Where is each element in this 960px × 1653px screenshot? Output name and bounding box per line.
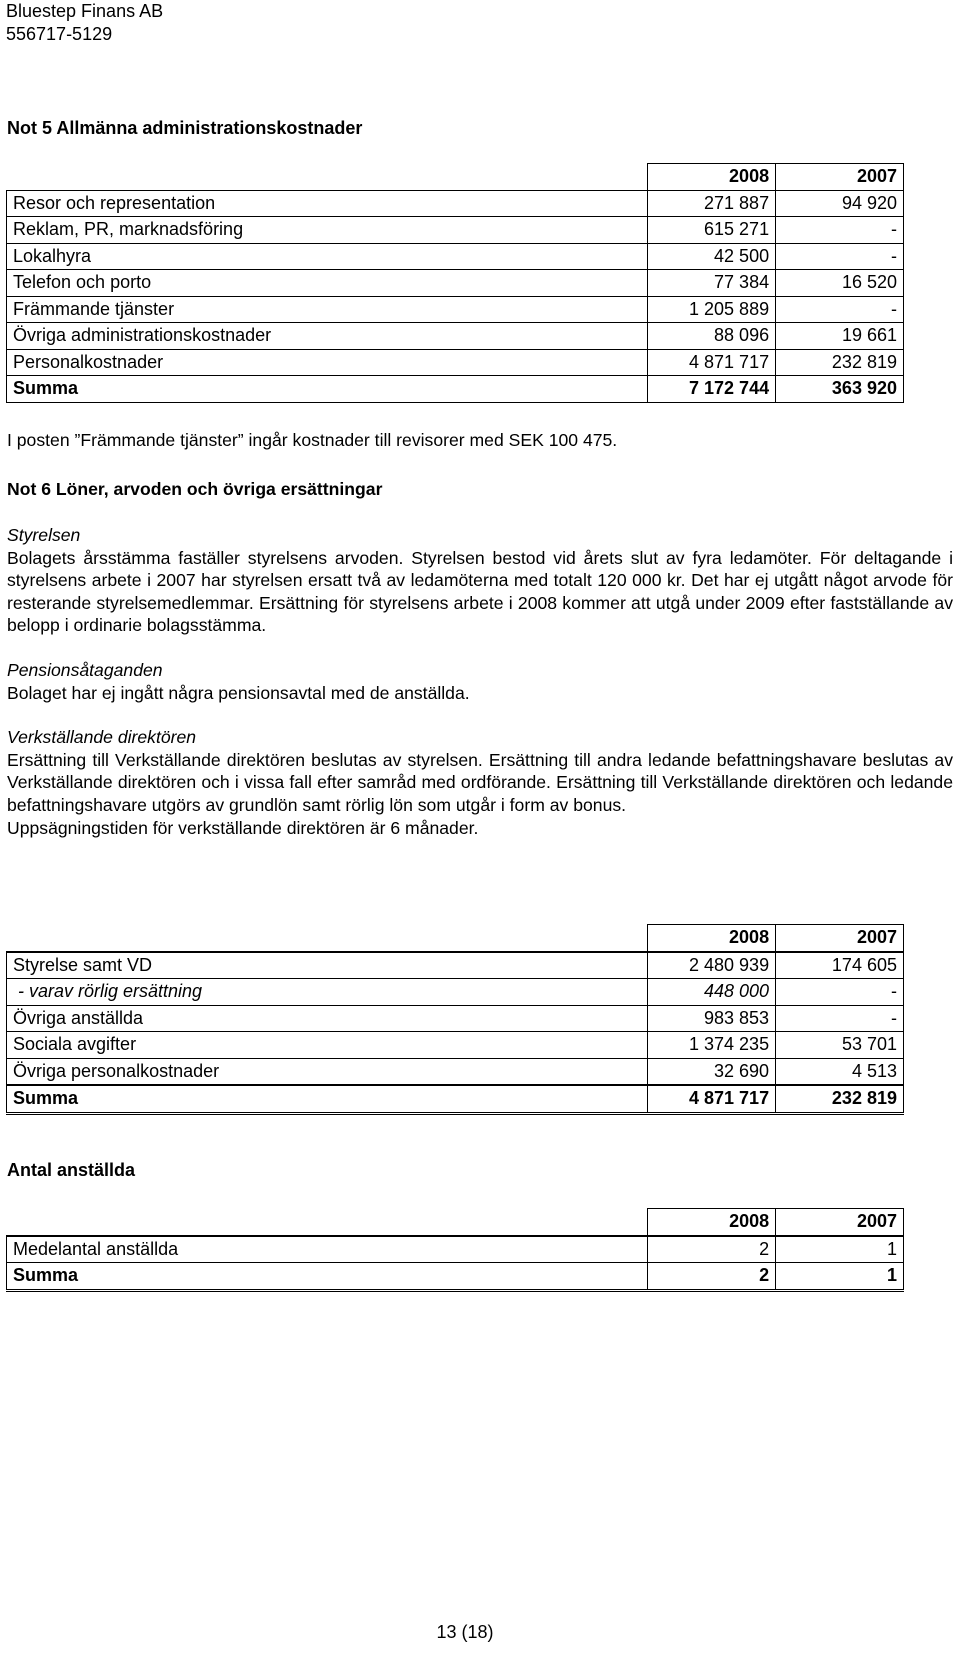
company-name: Bluestep Finans AB [6,1,164,21]
table-total-row [7,376,904,403]
row-value-2007: - [776,296,904,323]
row-value-2008: 1 374 235 [648,1032,776,1059]
board-heading: Styrelsen [7,525,81,545]
org-number: 556717-5129 [6,24,113,44]
ceo-heading: Verkställande direktören [7,727,197,748]
note5-title: Not 5 Allmänna administrationskostnader [7,118,363,138]
note5-table [6,163,904,403]
row-label: Styrelse samt VD [7,952,648,979]
year-2007: 2007 [776,1209,904,1236]
table-row [7,952,904,979]
row-value-2008: 4 871 717 [648,349,776,376]
row-value-2008: 448 000 [648,979,776,1006]
table-total-row [7,1085,904,1113]
row-label: Sociala avgifter [7,1032,648,1059]
total-2007: 363 920 [776,376,904,403]
row-value-2007: 232 819 [776,349,904,376]
row-label: Främmande tjänster [7,296,648,323]
table-header-row [7,925,904,952]
notice-period-text: Uppsägningstiden för verkställande direktören är 6 månader. [7,817,479,838]
table-row [7,243,904,270]
table-row [7,1236,904,1263]
table-row [7,296,904,323]
row-value-2008: 615 271 [648,217,776,244]
row-value-2007: - [776,979,904,1006]
total-2007: 1 [776,1263,904,1291]
row-label: Övriga administrationskostnader [7,323,648,350]
table-row [7,1058,904,1085]
employees-title: Antal anställda [7,1160,136,1180]
table-total-row [7,1263,904,1291]
row-value-2007: 4 513 [776,1058,904,1085]
pension-text: Bolaget har ej ingått några pensionsavtal med de anställda. [7,682,470,703]
table-row [7,270,904,297]
row-value-2008: 42 500 [648,243,776,270]
row-label: Telefon och porto [7,270,648,297]
total-label: Summa [7,1263,648,1291]
pension-heading: Pensionsåtaganden [7,659,163,680]
year-2008: 2008 [648,1209,776,1236]
row-label: Lokalhyra [7,243,648,270]
row-label: - varav rörlig ersättning [7,979,648,1006]
row-label: Resor och representation [7,190,648,217]
row-label: Personalkostnader [7,349,648,376]
row-value-2007: 19 661 [776,323,904,350]
table-header-row [7,164,904,191]
row-value-2008: 32 690 [648,1058,776,1085]
row-label: Övriga anställda [7,1005,648,1032]
row-label: Reklam, PR, marknadsföring [7,217,648,244]
employees-table [6,1208,904,1292]
row-value-2007: - [776,217,904,244]
year-2008: 2008 [648,925,776,952]
row-value-2008: 1 205 889 [648,296,776,323]
table-row [7,190,904,217]
table-header-row [7,1209,904,1236]
row-value-2007: 53 701 [776,1032,904,1059]
total-label: Summa [7,376,648,403]
note6-table [6,924,904,1115]
row-value-2008: 2 480 939 [648,952,776,979]
row-label: Övriga personalkostnader [7,1058,648,1085]
total-2007: 232 819 [776,1085,904,1113]
year-2007: 2007 [776,164,904,191]
table-row [7,1032,904,1059]
board-section [7,524,953,839]
note6-title: Not 6 Löner, arvoden och övriga ersättningar [7,479,383,499]
row-value-2007: 1 [776,1236,904,1263]
row-value-2008: 2 [648,1236,776,1263]
row-value-2008: 983 853 [648,1005,776,1032]
table-row [7,217,904,244]
year-2007: 2007 [776,925,904,952]
table-row [7,323,904,350]
ceo-text: Ersättning till Verkställande direktören beslutas av styrelsen. Ersättning till andra ledande befattningshavare beslutas av Verkställande direktören och i vissa fall efter samråd med ordförande. Ersättning till Verkställande direktören och ledande befattningshavare utgörs av grundlön samt rörlig lön som utgår i form av bonus. [7,749,953,815]
row-label: Medelantal anställda [7,1236,648,1263]
table-row [7,1005,904,1032]
table-row [7,349,904,376]
row-value-2007: 16 520 [776,270,904,297]
row-value-2007: - [776,1005,904,1032]
row-value-2008: 77 384 [648,270,776,297]
row-value-2007: - [776,243,904,270]
total-2008: 7 172 744 [648,376,776,403]
total-label: Summa [7,1085,648,1113]
table-row [7,979,904,1006]
row-value-2008: 271 887 [648,190,776,217]
row-value-2008: 88 096 [648,323,776,350]
page-number: 13 (18) [436,1622,494,1642]
total-2008: 4 871 717 [648,1085,776,1113]
total-2008: 2 [648,1263,776,1291]
row-value-2007: 174 605 [776,952,904,979]
row-value-2007: 94 920 [776,190,904,217]
year-2008: 2008 [648,164,776,191]
note5-footnote: I posten ”Främmande tjänster” ingår kostnader till revisorer med SEK 100 475. [7,430,618,450]
board-text: Bolagets årsstämma faställer styrelsens arvoden. Styrelsen bestod vid årets slut av fyra ledamöter. För deltagande i styrelsens arbete i 2007 har styrelsen ersatt två av ledamöterna med totalt 120 000 kr. Det har ej utgått något arvode för resterande styrelsemedlemmar. Ersättning för styrelsens arbete i 2008 kommer att utgå under 2009 efter fastställande av belopp i ordinarie bolagsstämma. [7,547,953,636]
